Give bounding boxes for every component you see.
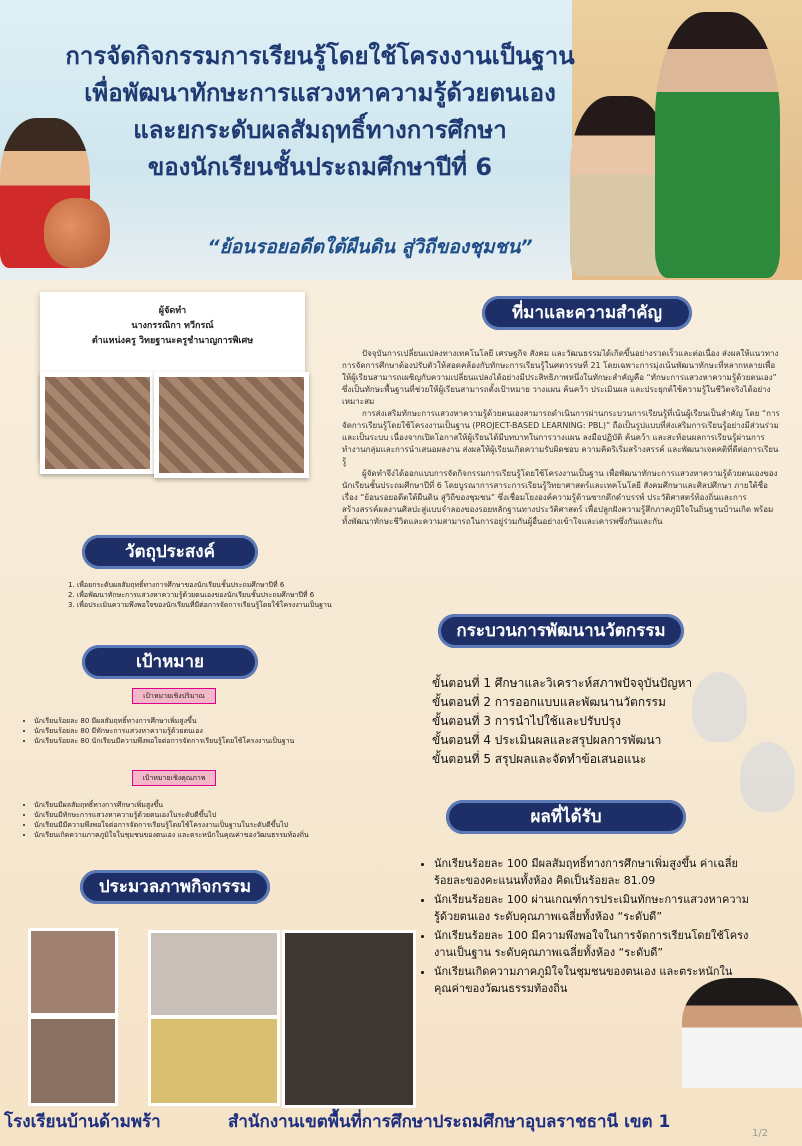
- process-heading: กระบวนการพัฒนานวัตกรรม: [438, 614, 684, 648]
- objectives-list: [68, 580, 368, 610]
- poster-title: [40, 38, 600, 186]
- title-line-1: การจัดกิจกรรมการเรียนรู้โดยใช้โครงงานเป็นฐาน: [65, 42, 575, 70]
- fossil-photo-1: [40, 372, 155, 474]
- author-name: นางกรรณิกา ทวีกรณ์: [131, 321, 214, 331]
- background-paragraph: ปัจจุบันการเปลี่ยนแปลงทางเทคโนโลยี เศรษฐกิจ สังคม และวัฒนธรรมได้เกิดขึ้นอย่างรวดเร็วและต่อเนื่อง ส่งผลให้แนวทางการจัดการศึกษาต้องปรับตัวให้สอดคล้องกับทักษะการเรียนรู้ในศตวรรษที่ 21 โดยเฉพาะการมุ่งเน้นพัฒนาทักษะที่หลากหลายเพื่อให้ผู้เรียนสามารถเผชิญกับความเปลี่ยนแปลงได้อย่างมีประสิทธิภาพหนึ่งในทักษะสำคัญคือ “ทักษะการแสวงหาความรู้ด้วยตนเอง” ซึ่งเป็นทักษะพื้นฐานที่ช่วยให้ผู้เรียนสามารถตั้งเป้าหมาย วางแผน ค้นคว้า ประเมินผล และประยุกต์ใช้ความรู้ในชีวิตจริงได้อย่างเหมาะสม: [342, 349, 779, 406]
- qualitative-goal-list: [18, 800, 374, 840]
- slogan: “ย้อนรอยอดีตใต้ผืนดิน สู่วิถีของชุมชน”: [207, 236, 533, 258]
- process-step: ขั้นตอนที่ 5 สรุปผลและจัดทำข้อเสนอแนะ: [432, 752, 647, 766]
- result-item: • นักเรียนร้อยละ 100 มีความพึงพอใจในการจัดการเรียนโดยใช้โครงงานเป็นฐาน ระดับคุณภาพเฉลี่ยทั้งห้อง “ระดับดี”: [434, 927, 754, 961]
- process-step: ขั้นตอนที่ 3 การนำไปใช้และปรับปรุง: [432, 714, 621, 728]
- gallery-photo: [148, 930, 280, 1018]
- gallery-photo: [28, 1016, 118, 1106]
- goal-item: • นักเรียนมีผลสัมฤทธิ์ทางการศึกษาเพิ่มสูงขึ้น: [34, 800, 374, 810]
- background-paragraph: ผู้จัดทำจึงได้ออกแบบการจัดกิจกรรมการเรียนรู้โดยใช้โครงงานเป็นฐาน เพื่อพัฒนาทักษะการแสวงหาความรู้ด้วยตนเองของนักเรียนชั้นประถมศึกษาปีที่ 6 โดยบูรณาการสาระการเรียนรู้วิทยาศาสตร์และเทคโนโลยี สังคมศึกษาและศิลปศึกษา ภายใต้ชื่อเรื่อง “ย้อนรอยอดีตใต้ผืนดิน สู่วิถีของชุมชน” ซึ่งเชื่อมโยงองค์ความรู้ด้านซากดึกดำบรรพ์ ประวัติศาสตร์ท้องถิ่นและการสร้างสรรค์ผลงานศิลปะสู่แบบจำลองของรอยหลักฐานทางประวัติศาสตร์ เพื่อปลูกฝังความรู้สึกภาคภูมิใจในถิ่นฐานบ้านเกิด พร้อมทั้งพัฒนาทักษะชีวิตและความสามารถในการอยู่ร่วมกันผู้อื่นอย่างเข้าใจและเคารพซึ่งกันและกัน: [342, 469, 778, 526]
- process-step: ขั้นตอนที่ 1 ศึกษาและวิเคราะห์สภาพปัจจุบันปัญหา: [432, 676, 693, 690]
- gallery-photo: [148, 1016, 280, 1106]
- background-text: [342, 348, 780, 528]
- footprint-graphic: [740, 742, 795, 812]
- objective-item: 3. เพื่อประเมินความพึงพอใจของนักเรียนที่มีต่อการจัดการเรียนรู้โดยใช้โครงงานเป็นฐาน: [68, 601, 332, 609]
- objective-item: 1. เพื่อยกระดับผลสัมฤทธิ์ทางการศึกษาของนักเรียนชั้นประถมศึกษาปีที่ 6: [68, 581, 285, 589]
- gallery-photo: [28, 928, 118, 1016]
- objective-item: 2. เพื่อพัฒนาทักษะการแสวงหาความรู้ด้วยตนเองของนักเรียนชั้นประถมศึกษาปีที่ 6: [68, 591, 315, 599]
- goals-heading: เป้าหมาย: [82, 645, 258, 679]
- results-heading: ผลที่ได้รับ: [446, 800, 686, 834]
- goal-item: • นักเรียนมีมีความพึงพอใจต่อการจัดการเรียนรู้โดยใช้โครงงานเป็นฐานในระดับดีขึ้นไป: [34, 820, 374, 830]
- process-step: ขั้นตอนที่ 4 ประเมินผลและสรุปผลการพัฒนา: [432, 733, 662, 747]
- footprint-graphic: [692, 672, 747, 742]
- author-label: ผู้จัดทำ: [158, 306, 187, 316]
- results-list: [418, 855, 754, 999]
- qualitative-goal-label: เป้าหมายเชิงคุณภาพ: [132, 770, 216, 786]
- gallery-heading: ประมวลภาพกิจกรรม: [80, 870, 270, 904]
- quantitative-goal-list: [18, 716, 354, 746]
- background-paragraph: การส่งเสริมทักษะการแสวงหาความรู้ด้วยตนเองสามารถดำเนินการผ่านกระบวนการเรียนรู้ที่เน้นผู้เรียนเป็นสำคัญ โดย “การจัดการเรียนรู้โดยใช้โครงงานเป็นฐาน (PROJECT-BASED LEARNING: PBL)” ถือเป็นรูปแบบที่ส่งเสริมการเรียนรู้อย่างมีส่วนร่วมและเป็นระบบ เนื่องจากเปิดโอกาสให้ผู้เรียนได้มีบทบาทในการวางแผน ลงมือปฏิบัติ ค้นคว้า และสะท้อนผลการเรียนรู้ผ่านการทำงานกลุ่มและการนำเสนอผลงาน ส่งผลให้ผู้เรียนเกิดความรับผิดชอบ ความคิดริเริ่มสร้างสรรค์ และพัฒนาเจตคติที่ดีต่อการเรียนรู้: [342, 409, 780, 466]
- student-photo-bottom: [682, 978, 802, 1088]
- title-line-2: เพื่อพัฒนาทักษะการแสวงหาความรู้ด้วยตนเอง: [84, 79, 556, 107]
- process-step: ขั้นตอนที่ 2 การออกแบบและพัฒนานวัตกรรม: [432, 695, 666, 709]
- page-number: 1/2: [752, 1128, 769, 1139]
- goal-item: • นักเรียนร้อยละ 80 มีทักษะการแสวงหาความรู้ด้วยตนเอง: [34, 726, 354, 736]
- result-item: • นักเรียนร้อยละ 100 มีผลสัมฤทธิ์ทางการศึกษาเพิ่มสูงขึ้น ค่าเฉลี่ยร้อยละของคะแนนทั้งห้อง คิดเป็นร้อยละ 81.09: [434, 855, 754, 889]
- gallery-photo: [282, 930, 416, 1108]
- objectives-heading: วัตถุประสงค์: [82, 535, 258, 569]
- teacher-photo-green: [655, 12, 780, 278]
- goal-item: • นักเรียนมีทักษะการแสวงหาความรู้ด้วยตนเองในระดับดีขึ้นไป: [34, 810, 374, 820]
- goal-item: • นักเรียนร้อยละ 80 มีผลสัมฤทธิ์ทางการศึกษาเพิ่มสูงขึ้น: [34, 716, 354, 726]
- goal-item: • นักเรียนร้อยละ 80 นักเรียนมีความพึงพอใจต่อการจัดการเรียนรู้โดยใช้โครงงานเป็นฐาน: [34, 736, 354, 746]
- goal-item: • นักเรียนเกิดความภาคภูมิใจในชุมชนของตนเอง และตระหนักในคุณค่าของวัฒนธรรมท้องถิ่น: [34, 830, 374, 840]
- title-line-3: และยกระดับผลสัมฤทธิ์ทางการศึกษา: [133, 116, 507, 144]
- result-item: • นักเรียนเกิดความภาคภูมิใจในชุมชนของตนเอง และตระหนักในคุณค่าของวัฒนธรรมท้องถิ่น: [434, 963, 754, 997]
- author-position: ตำแหน่งครู วิทยฐานะครูชำนาญการพิเศษ: [91, 336, 254, 346]
- background-heading: ที่มาและความสำคัญ: [482, 296, 692, 330]
- quantitative-goal-label: เป้าหมายเชิงปริมาณ: [132, 688, 216, 704]
- process-steps: [432, 674, 692, 769]
- office-name: สำนักงานเขตพื้นที่การศึกษาประถมศึกษาอุบลราชธานี เขต 1: [228, 1112, 671, 1132]
- fossil-model-image: [44, 198, 110, 268]
- fossil-photo-2: [154, 372, 309, 478]
- title-line-4: ของนักเรียนชั้นประถมศึกษาปีที่ 6: [147, 153, 493, 181]
- result-item: • นักเรียนร้อยละ 100 ผ่านเกณฑ์การประเมินทักษะการแสวงหาความรู้ด้วยตนเอง ระดับคุณภาพเฉลี่ยทั้งห้อง “ระดับดี”: [434, 891, 754, 925]
- school-name: โรงเรียนบ้านด้ามพร้า: [4, 1112, 161, 1132]
